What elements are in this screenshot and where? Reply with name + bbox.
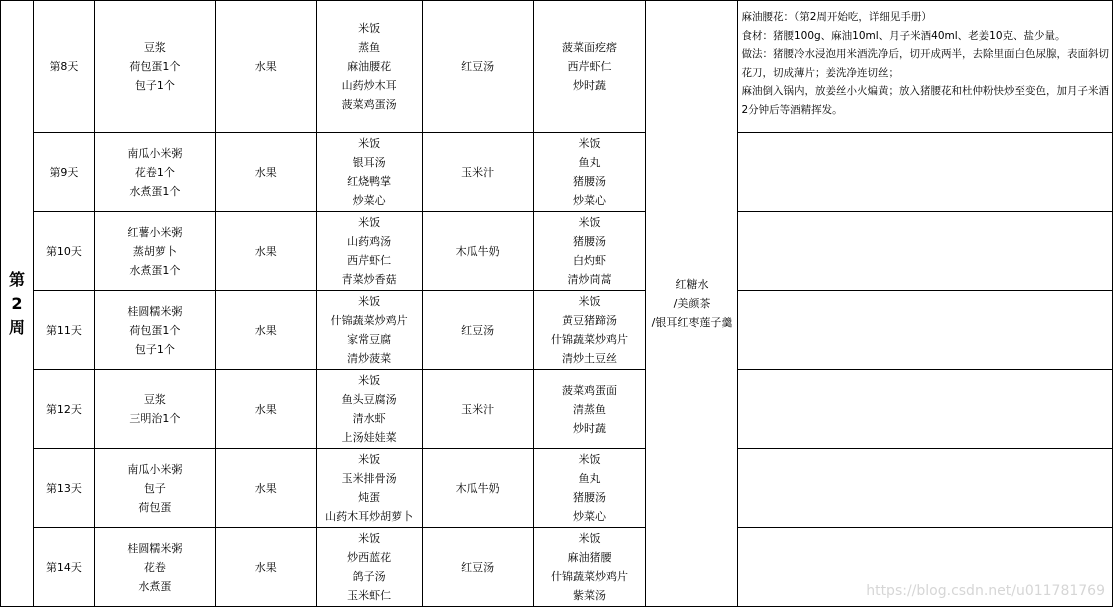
recipe-note-cell: 麻油腰花：（第2周开始吃，详细见手册） 食材：猪腰100g、麻油10ml、月子米酒40ml、老姜10克、盐少量。 做法：猪腰冷水浸泡用米酒洗净后，切开成两半，去除里面白色尿腺，表面斜切花刀，切成薄片；姜洗净连切丝； 麻油倒入锅内，放姜丝小火煸黄；放入猪腰花和杜仲粉快炒至变色，加月子米酒2分钟后等酒精挥发。 [738,1,1113,133]
breakfast-cell: 南瓜小米粥 包子 荷包蛋 [94,449,215,528]
snack-cell: 水果 [215,291,316,370]
lunch-cell: 米饭 什锦蔬菜炒鸡片 家常豆腐 清炒菠菜 [316,291,422,370]
lunch-cell: 米饭 鱼头豆腐汤 清水虾 上汤娃娃菜 [316,370,422,449]
table-row [1,133,1113,212]
drink-cell: 玉米汁 [422,370,533,449]
snack-cell: 水果 [215,212,316,291]
snack-cell: 水果 [215,370,316,449]
watermark-text: https://blog.csdn.net/u011781769 [866,583,1105,599]
dinner-cell: 米饭 猪腰汤 白灼虾 清炒茼蒿 [533,212,646,291]
dinner-cell: 菠菜鸡蛋面 清蒸鱼 炒时蔬 [533,370,646,449]
drink-cell: 红豆汤 [422,1,533,133]
day-cell: 第11天 [33,291,94,370]
day-cell: 第14天 [33,528,94,607]
empty-note-cell [738,449,1113,528]
day-cell: 第10天 [33,212,94,291]
table-row [1,1,1113,133]
day-cell: 第12天 [33,370,94,449]
empty-note-cell [738,212,1113,291]
week-label: 第 2 周 [1,1,34,607]
drink-cell: 木瓜牛奶 [422,212,533,291]
dinner-cell: 米饭 黄豆猪蹄汤 什锦蔬菜炒鸡片 清炒土豆丝 [533,291,646,370]
extra-drink-cell: 红糖水 /美颜茶 /银耳红枣莲子羹 [646,1,738,607]
drink-cell: 红豆汤 [422,291,533,370]
snack-cell: 水果 [215,528,316,607]
breakfast-cell: 南瓜小米粥 花卷1个 水煮蛋1个 [94,133,215,212]
lunch-cell: 米饭 炒西蓝花 鸽子汤 玉米虾仁 [316,528,422,607]
day-cell: 第8天 [33,1,94,133]
drink-cell: 玉米汁 [422,133,533,212]
drink-cell: 红豆汤 [422,528,533,607]
drink-cell: 木瓜牛奶 [422,449,533,528]
day-cell: 第13天 [33,449,94,528]
empty-note-cell [738,133,1113,212]
table-row [1,370,1113,449]
snack-cell: 水果 [215,133,316,212]
breakfast-cell: 桂圆糯米粥 花卷 水煮蛋 [94,528,215,607]
table-row [1,449,1113,528]
table-row [1,291,1113,370]
lunch-cell: 米饭 银耳汤 红烧鸭掌 炒菜心 [316,133,422,212]
lunch-cell: 米饭 山药鸡汤 西芹虾仁 青菜炒香菇 [316,212,422,291]
dinner-cell: 米饭 鱼丸 猪腰汤 炒菜心 [533,449,646,528]
day-cell: 第9天 [33,133,94,212]
breakfast-cell: 红薯小米粥 蒸胡萝卜 水煮蛋1个 [94,212,215,291]
dinner-cell: 米饭 鱼丸 猪腰汤 炒菜心 [533,133,646,212]
snack-cell: 水果 [215,1,316,133]
breakfast-cell: 桂圆糯米粥 荷包蛋1个 包子1个 [94,291,215,370]
snack-cell: 水果 [215,449,316,528]
breakfast-cell: 豆浆 三明治1个 [94,370,215,449]
dinner-cell: 菠菜面疙瘩 西芹虾仁 炒时蔬 [533,1,646,133]
empty-note-cell [738,370,1113,449]
table-row [1,212,1113,291]
empty-note-cell [738,291,1113,370]
dinner-cell: 米饭 麻油猪腰 什锦蔬菜炒鸡片 紫菜汤 [533,528,646,607]
lunch-cell: 米饭 玉米排骨汤 炖蛋 山药木耳炒胡萝卜 [316,449,422,528]
breakfast-cell: 豆浆 荷包蛋1个 包子1个 [94,1,215,133]
lunch-cell: 米饭 蒸鱼 麻油腰花 山药炒木耳 菠菜鸡蛋汤 [316,1,422,133]
